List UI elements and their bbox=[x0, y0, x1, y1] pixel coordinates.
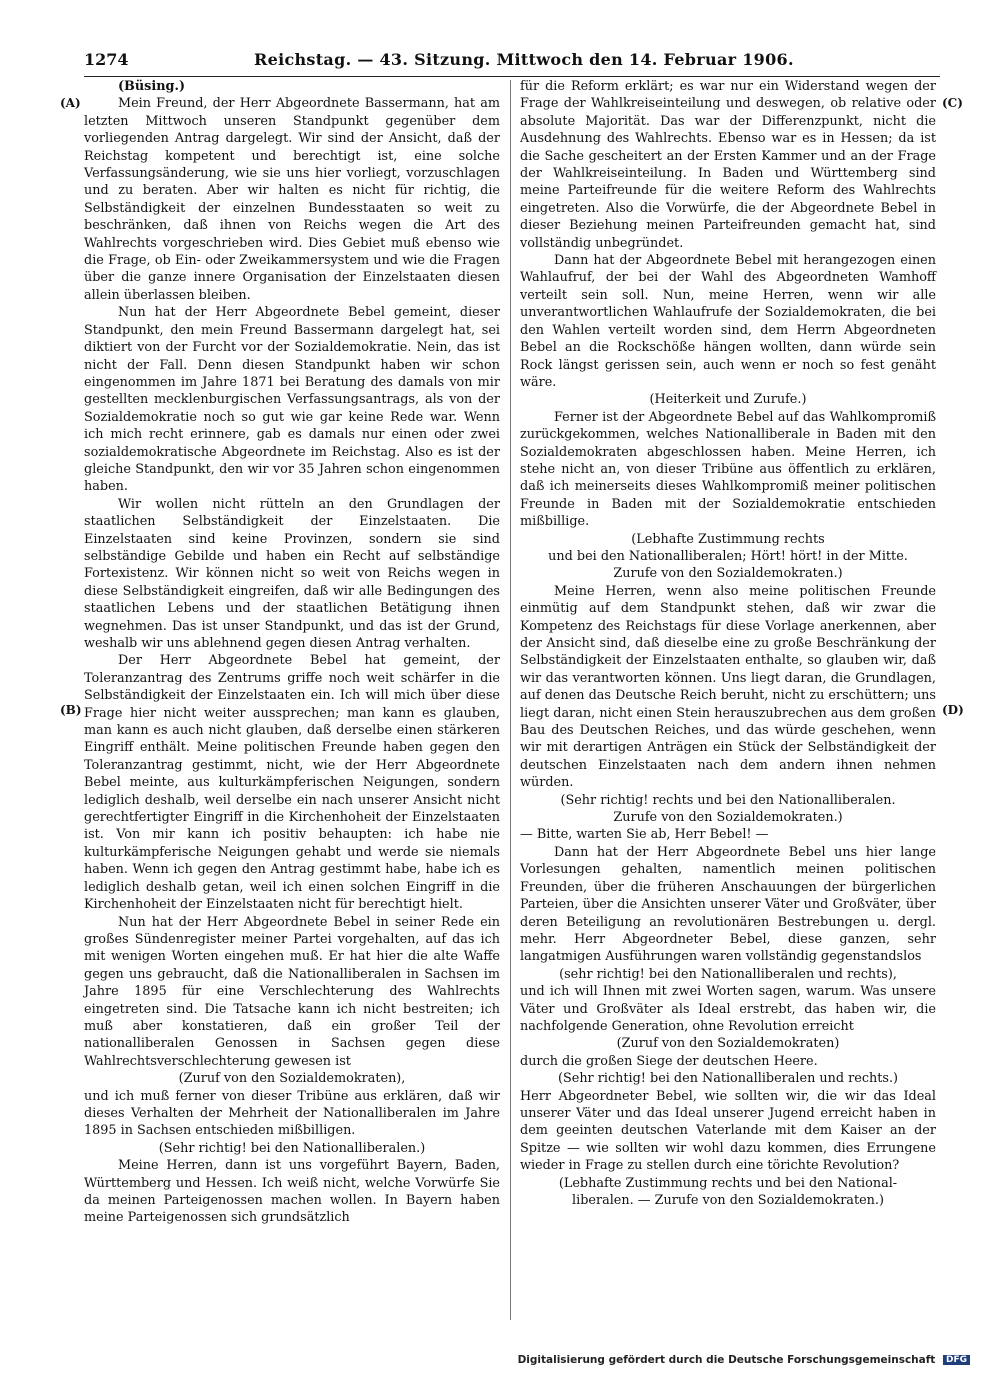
paragraph: Ferner ist der Abgeordnete Bebel auf das Wahlkompromiß zurückgekommen, welches Nationalliberale in Baden mit den Sozialdemokraten abgeschlossen haben. Meine Herren, ich stehe nicht an, von dieser Tribüne aus öffentlich zu erklären, daß ich meinerseits dieses Wahlkompromiß meiner politischen Freunde in Baden mit der Sozialdemokratie entschieden mißbillige. bbox=[520, 409, 936, 530]
interjection: (sehr richtig! bei den Nationalliberalen und rechts), bbox=[559, 966, 897, 982]
margin-marker-d: (D) bbox=[942, 703, 964, 717]
interjection: Zurufe von den Sozialdemokraten.) bbox=[613, 566, 843, 582]
margin-marker-b: (B) bbox=[60, 703, 82, 717]
interjection: (Sehr richtig! bei den Nationalliberalen und rechts.) bbox=[557, 1071, 899, 1087]
interjection: — Bitte, warten Sie ab, Herr Bebel! — bbox=[520, 827, 769, 843]
interjection: und bei den Nationalliberalen; Hört! hört! in der Mitte. bbox=[548, 548, 908, 564]
paragraph: Dann hat der Abgeordnete Bebel mit herangezogen einen Wahlaufruf, der bei der Wahl des Abgeordneten Wamhoff verteilt sein soll. Nun, meine Herren, wenn wir alle unverantwortlichen Wahlaufrufe der Sozialdemokraten, die bei den Wahlen verteilt worden sind, dem Herrn Abgeordneten Bebel an die Rockschöße hängen wollten, dann würde sein Rock längst gerissen sein, auch wenn er noch so fest genäht wäre. bbox=[520, 253, 936, 390]
margin-marker-a: (A) bbox=[60, 96, 81, 110]
paragraph: Meine Herren, wenn also meine politischen Freunde einmütig auf dem Standpunkt stehen, daß wir zwar die Kompetenz des Reichstags für diese Vorlage anerkennen, aber der Ansicht sind, daß dieselbe eine zu große Beschränkung der Selbständigkeit der Einzelstaaten enthalte, so glauben wir, daß wir das verantworten können. Uns liegt daran, die Grundlagen, auf denen das Deutsche Reich beruht, nicht zu erschüttern; uns liegt daran, nicht einen Stein herauszubrechen aus dem großen Bau des Deutschen Reiches, und das würde geschehen, wenn wir mit derartigen Anträgen ein Stück der Selbständigkeit der deutschen Einzelstaaten nach dem andern ihnen nehmen würden. bbox=[520, 583, 936, 791]
interjection: Zurufe von den Sozialdemokraten.) bbox=[613, 810, 843, 826]
paragraph: Dann hat der Herr Abgeordnete Bebel uns hier lange Vorlesungen gehalten, namentlich meinen politischen Freunden, über die früheren Anschauungen der bürgerlichen Parteien, über die Ansichten unserer Väter und Großväter, über deren Beteiligung an revolutionären Bestrebungen u. dergl. mehr. Herr Abgeordneter Bebel, diese ganzen, sehr langatmigen Ausführungen waren vollständig gegenstandslos bbox=[520, 844, 936, 965]
interjection: (Lebhafte Zustimmung rechts bbox=[631, 531, 825, 547]
interjection: (Zuruf von den Sozialdemokraten) bbox=[616, 1036, 840, 1052]
speaker-name: (Büsing.) bbox=[118, 79, 186, 94]
interjection: (Sehr richtig! bei den Nationalliberalen.) bbox=[158, 1140, 426, 1156]
paragraph: Nun hat der Herr Abgeordnete Bebel in seiner Rede ein großes Sündenregister meiner Partei vorgehalten, auf das ich mit wenigen Worten eingehen muß. Er hat hier die alte Waffe gegen uns gebraucht, daß die Nationalliberalen in Sachsen im Jahre 1895 für eine Verschlechterung des Wahlrechts eingetreten sind. Die Tatsache kann ich nicht bestreiten; ich muß aber konstatieren, daß ein großer Teil der nationalliberalen Genossen in Sachsen gegen diese Wahlrechtsverschlechterung gewesen ist bbox=[84, 914, 500, 1069]
paragraph: Mein Freund, der Herr Abgeordnete Bassermann, hat am letzten Mittwoch unseren Standpunkt gegenüber dem vorliegenden Antrag dargelegt. Wir sind der Ansicht, daß der Reichstag kompetent und berechtigt ist, eine solche Verfassungsänderung, wie sie uns hier vorliegt, vorzuschlagen und zu beraten. Aber wir halten es nicht für richtig, die Selbständigkeit der einzelnen Bundesstaaten so weit zu beschränken, daß ihnen von Reichs wegen die Art des Wahlrechts vorgeschrieben wird. Dies Gebiet muß ebenso wie die Frage, ob Ein- oder Zweikammersystem und wie die Fragen über die ganze innere Organisation der Einzelstaaten diesen allein überlassen bleiben. bbox=[84, 96, 500, 303]
paragraph: Herr Abgeordneter Bebel, wie sollten wir, die wir das Ideal unserer Väter und das Ideal unserer Jugend erreicht haben in dem geeinten deutschen Vaterlande mit dem Kaiser an der Spitze — wie sollten wir wohl dazu kommen, dies Errungene wieder in Frage zu stellen durch eine törichte Revolution? bbox=[520, 1088, 936, 1174]
paragraph: für die Reform erklärt; es war nur ein Widerstand wegen der Frage der Wahlkreiseinteilung und deswegen, ob relative oder absolute Majorität. Das war der Differenzpunkt, nicht die Ausdehnung des Wahlrechts. Ebenso war es in Hessen; da ist die Sache gescheitert an der Ersten Kammer und an der Frage der Wahlkreiseinteilung. In Baden und Württemberg sind meine Parteifreunde für die weitere Reform des Wahlrechts eingetreten. Also die Vorwürfe, die der Abgeordnete Bebel in dieser Beziehung meinen Parteifreunden gemacht hat, sind vollständig unbegründet. bbox=[520, 79, 936, 251]
interjection: (Zuruf von den Sozialdemokraten), bbox=[178, 1071, 406, 1087]
footer-text: Digitalisierung gefördert durch die Deutsche Forschungsgemeinschaft bbox=[517, 1354, 936, 1366]
dfg-logo: DFG bbox=[943, 1355, 970, 1365]
paragraph: und ich will Ihnen mit zwei Worten sagen, warum. Was unsere Väter und Großväter als Ideal erstrebt, das haben wir, die nachfolgende Generation, ohne Revolution erreicht bbox=[520, 984, 936, 1034]
paragraph: Der Herr Abgeordnete Bebel hat gemeint, der Toleranzantrag des Zentrums griffe noch weit schärfer in die Selbständigkeit der Einzelstaaten ein. Ich will mich über diese Frage hier nicht weiter aussprechen; man kann es glauben, man kann es auch nicht glauben, daß derselbe einen stärkeren Eingriff enthält. Meine politischen Freunde haben gegen den Toleranzantrag gestimmt, nicht, wie der Herr Abgeordnete Bebel meinte, aus kulturkämpferischen Neigungen, sondern lediglich deshalb, weil derselbe ein nach unserer Ansicht nicht gerechtfertigter Eingriff in die Kirchenhoheit der Einzelstaaten ist. Von mir kann ich positiv behaupten: ich habe nie kulturkämpferische Neigungen gehabt und werde sie niemals haben. Wenn ich gegen den Antrag gestimmt habe, habe ich es lediglich deshalb getan, weil ich einen solchen Eingriff in die Kirchenhoheit der Einzelstaaten nicht für berechtigt hielt. bbox=[84, 653, 500, 913]
paragraph: und ich muß ferner von dieser Tribüne aus erklären, daß wir dieses Verhalten der Mehrheit der Nationalliberalen im Jahre 1895 in Sachsen entschieden mißbilligen. bbox=[84, 1088, 500, 1139]
paragraph: durch die großen Siege der deutschen Heere. bbox=[520, 1053, 818, 1069]
page-header bbox=[84, 48, 940, 77]
footer-credit bbox=[518, 1354, 970, 1366]
paragraph: Wir wollen nicht rütteln an den Grundlagen der staatlichen Selbständigkeit der Einzelstaaten. Die Einzelstaaten sind keine Provinzen, sondern sie sind selbständige Gebilde und haben ein Recht auf selbständige Fortexistenz. Wir können nicht so weit von Reichs wegen in diese Selbständigkeit eingreifen, daß wir alle Bedingungen des staatlichen Lebens und der staatlichen Betätigung ihnen wegnehmen. Das ist unser Standpunkt, und das ist der Grund, weshalb wir uns ablehnend gegen diesen Antrag verhalten. bbox=[84, 496, 500, 651]
column-divider bbox=[510, 80, 511, 1320]
interjection: (Sehr richtig! rechts und bei den Nationalliberalen. bbox=[560, 792, 896, 808]
margin-marker-c: (C) bbox=[942, 96, 963, 110]
interjection: liberalen. — Zurufe von den Sozialdemokraten.) bbox=[572, 1193, 884, 1208]
page-number: 1274 bbox=[84, 50, 129, 69]
right-column bbox=[520, 78, 936, 1209]
interjection: (Lebhafte Zustimmung rechts und bei den National- bbox=[558, 1175, 898, 1191]
interjection: (Heiterkeit und Zurufe.) bbox=[649, 392, 807, 408]
paragraph: Meine Herren, dann ist uns vorgeführt Bayern, Baden, Württemberg und Hessen. Ich weiß nicht, welche Vorwürfe Sie da meinen Parteigenossen machen wollen. In Bayern haben meine Parteigenossen sich grundsätzlich bbox=[84, 1158, 500, 1226]
paragraph: Nun hat der Herr Abgeordnete Bebel gemeint, dieser Standpunkt, den mein Freund Bassermann dargelegt hat, sei diktiert von der Furcht vor der Sozialdemokratie. Nein, das ist nicht der Fall. Denn diesen Standpunkt haben wir schon eingenommen im Jahre 1871 bei Beratung des damals von mir gestellten mecklenburgischen Verfassungsantrags, als von der Sozialdemokratie noch so gut wie gar keine Rede war. Wenn ich mich recht erinnere, gab es damals nur einen oder zwei sozialdemokratische Abgeordnete im Reichstag. Also es ist der gleiche Standpunkt, den wir vor 35 Jahren schon eingenommen haben. bbox=[84, 305, 500, 495]
running-head: Reichstag. — 43. Sitzung. Mittwoch den 14. Februar 1906. bbox=[254, 50, 794, 69]
left-column bbox=[84, 78, 500, 1227]
